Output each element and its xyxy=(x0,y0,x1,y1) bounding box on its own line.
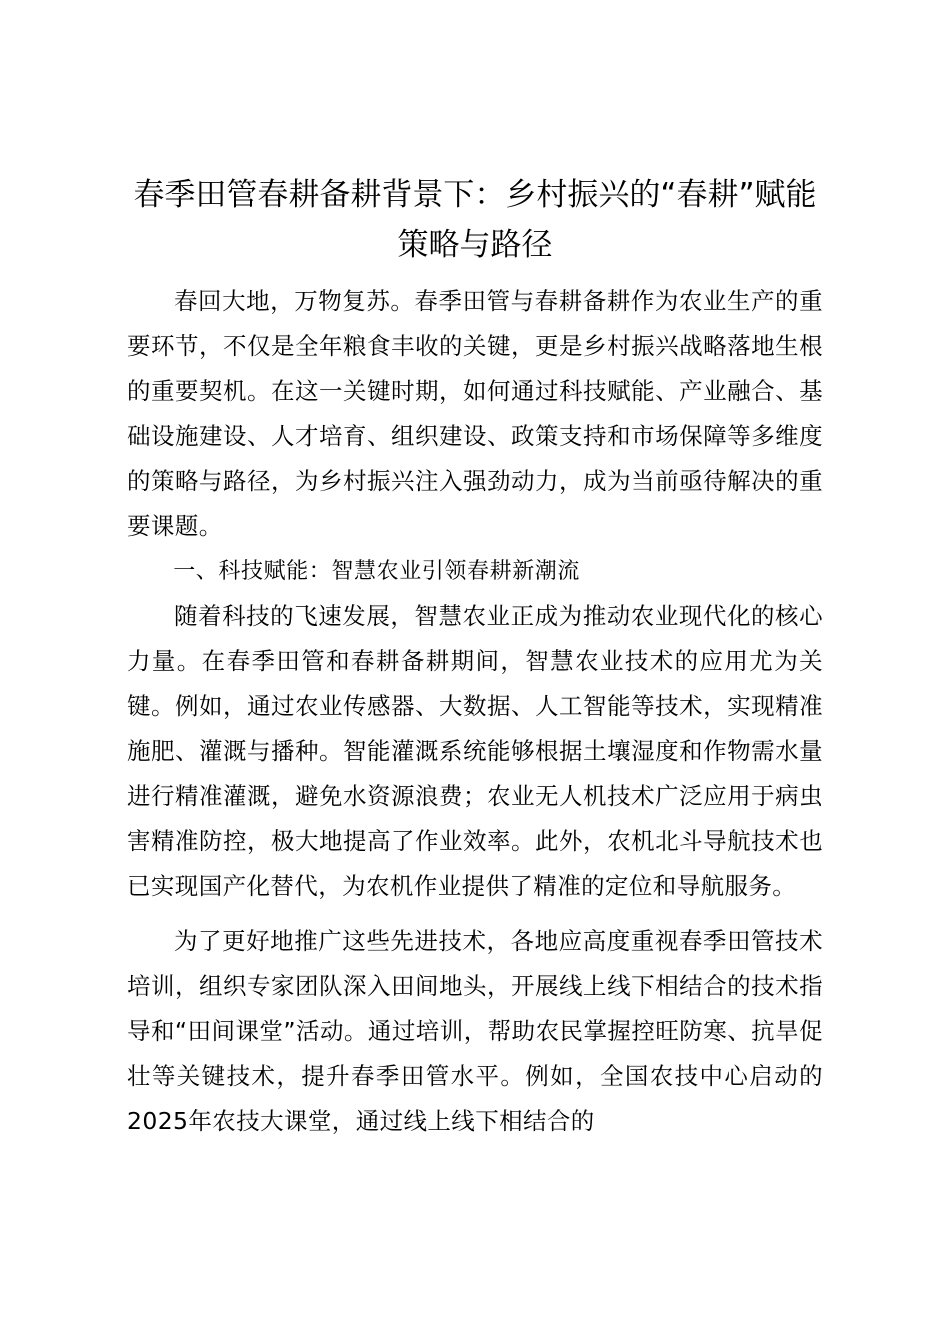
section-heading: 一、科技赋能：智慧农业引领春耕新潮流 xyxy=(173,559,580,584)
document-title: 春季田管春耕备耕背景下：乡村振兴的“春耕”赋能策略与路径 xyxy=(133,177,817,263)
document-body xyxy=(127,279,823,1144)
body-paragraph: 为了更好地推广这些先进技术，各地应高度重视春季田管技术培训，组织专家团队深入田间地头，开展线上线下相结合的技术指导和“田间课堂”活动。通过培训，帮助农民掌握控旺防寒、抗旱促壮等关键技术，提升春季田管水平。例如，全国农技中心启动的2025年农技大课堂，通过线上线下相结合的 xyxy=(127,927,823,1135)
body-paragraph: 随着科技的飞速发展，智慧农业正成为推动农业现代化的核心力量。在春季田管和春耕备耕期间，智慧农业技术的应用尤为关键。例如，通过农业传感器、大数据、人工智能等技术，实现精准施肥、灌溉与播种。智能灌溉系统能够根据土壤湿度和作物需水量进行精准灌溉，避免水资源浪费；农业无人机技术广泛应用于病虫害精准防控，极大地提高了作业效率。此外，农机北斗导航技术也已实现国产化替代，为农机作业提供了精准的定位和导航服务。 xyxy=(127,602,823,900)
intro-paragraph: 春回大地，万物复苏。春季田管与春耕备耕作为农业生产的重要环节，不仅是全年粮食丰收的关键，更是乡村振兴战略落地生根的重要契机。在这一关键时期，如何通过科技赋能、产业融合、基础设施建设、人才培育、组织建设、政策支持和市场保障等多维度的策略与路径，为乡村振兴注入强劲动力，成为当前亟待解决的重要课题。 xyxy=(127,287,823,540)
